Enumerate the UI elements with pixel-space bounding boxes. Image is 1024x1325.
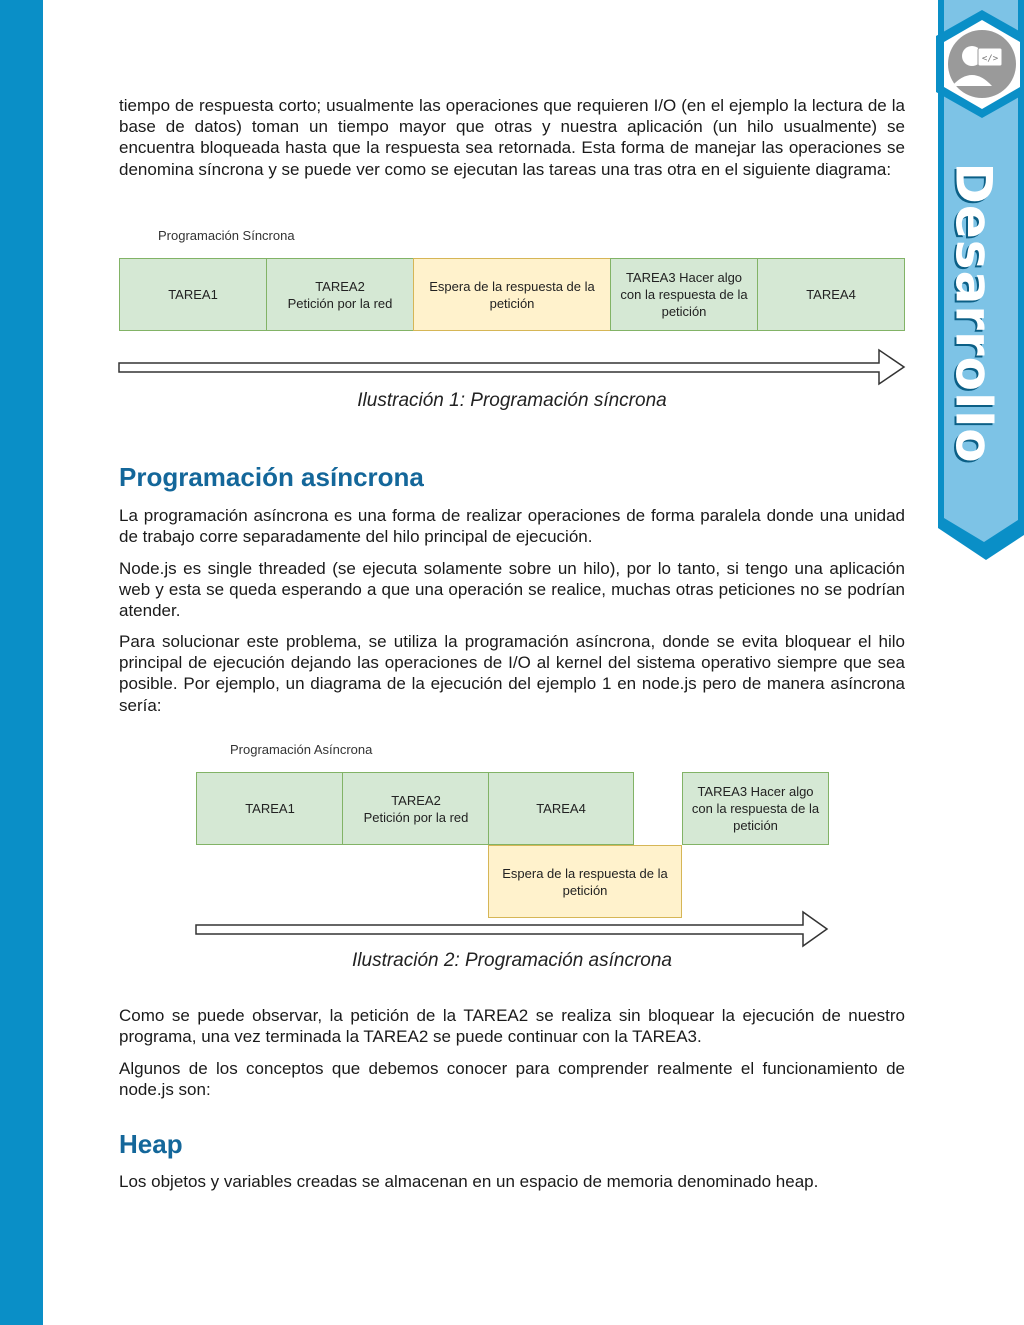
section-heading: Heap xyxy=(119,1129,183,1159)
diagram-title-sync: Programación Síncrona xyxy=(158,228,295,243)
timeline-arrow-sync xyxy=(118,346,908,388)
text-block-observe xyxy=(119,1005,905,1047)
code-icon: </> xyxy=(981,54,999,64)
diagram-box-task2: TAREA2 Petición por la red xyxy=(266,258,414,331)
figure-caption-1: Ilustración 1: Programación síncrona xyxy=(357,390,667,411)
diagram-box-task2: TAREA2 Petición por la red xyxy=(342,772,490,845)
section-async xyxy=(119,462,905,493)
banner-label: Desarrollo xyxy=(945,162,1003,464)
text-block-concepts xyxy=(119,1058,905,1100)
section-heading: Programación asíncrona xyxy=(119,462,424,492)
diagram-box-wait: Espera de la respuesta de la petición xyxy=(488,845,682,918)
paragraph: Los objetos y variables creadas se almacenan en un espacio de memoria denominado heap. xyxy=(119,1172,819,1191)
diagram-box-task3: TAREA3 Hacer algo con la respuesta de la petición xyxy=(682,772,829,845)
diagram-box-task3: TAREA3 Hacer algo con la respuesta de la petición xyxy=(610,258,758,331)
text-block-intro xyxy=(119,95,905,180)
paragraph: Node.js es single threaded (se ejecuta solamente sobre un hilo), por lo tanto, si tengo una aplicación web y esta se queda esperando a que una operación se realice, muchas otras peticiones no se podrían atender. xyxy=(119,559,905,621)
paragraph: Para solucionar este problema, se utiliza la programación asíncrona, donde se evita bloquear el hilo principal de ejecución dejando las operaciones de I/O al kernel del sistema operativo siempre que sea posible. Por ejemplo, un diagrama de la ejecución del ejemplo 1 en node.js pero de manera asíncrona sería: xyxy=(119,632,905,715)
paragraph: La programación asíncrona es una forma de realizar operaciones de forma paralela donde una unidad de trabajo corre separadamente del hilo principal de ejecución. xyxy=(119,506,905,547)
paragraph: tiempo de respuesta corto; usualmente las operaciones que requieren I/O (en el ejemplo la lectura de la base de datos) toman un tiempo mayor que otras y nuestra aplicación (un hilo usualmente) se encuentra bloqueada hasta que la respuesta sea retornada. Esta forma de manejar las operaciones se denomina síncrona y se puede ver como se ejecutan las tareas una tras otra en el siguiente diagrama: xyxy=(119,96,905,179)
figure-caption-2: Ilustración 2: Programación asíncrona xyxy=(352,950,672,971)
timeline-arrow-async xyxy=(195,909,831,951)
paragraph: Como se puede observar, la petición de la TAREA2 se realiza sin bloquear la ejecución de nuestro programa, una vez terminada la TAREA2 se puede continuar con la TAREA3. xyxy=(119,1006,905,1047)
section-heap xyxy=(119,1129,905,1160)
diagram-box-task4: TAREA4 xyxy=(488,772,634,845)
diagram-box-wait: Espera de la respuesta de la petición xyxy=(413,258,611,331)
text-block-nodejs xyxy=(119,558,905,622)
diagram-box-task1: TAREA1 xyxy=(196,772,344,845)
text-block-solution xyxy=(119,631,905,716)
text-block-async xyxy=(119,505,905,547)
banner-label-wrap xyxy=(932,162,1016,464)
diagram-title-async: Programación Asíncrona xyxy=(230,742,373,757)
text-block-heap xyxy=(119,1171,905,1192)
diagram-box-task4: TAREA4 xyxy=(757,258,905,331)
paragraph: Algunos de los conceptos que debemos conocer para comprender realmente el funcionamiento de node.js son: xyxy=(119,1059,905,1100)
diagram-box-task1: TAREA1 xyxy=(119,258,267,331)
